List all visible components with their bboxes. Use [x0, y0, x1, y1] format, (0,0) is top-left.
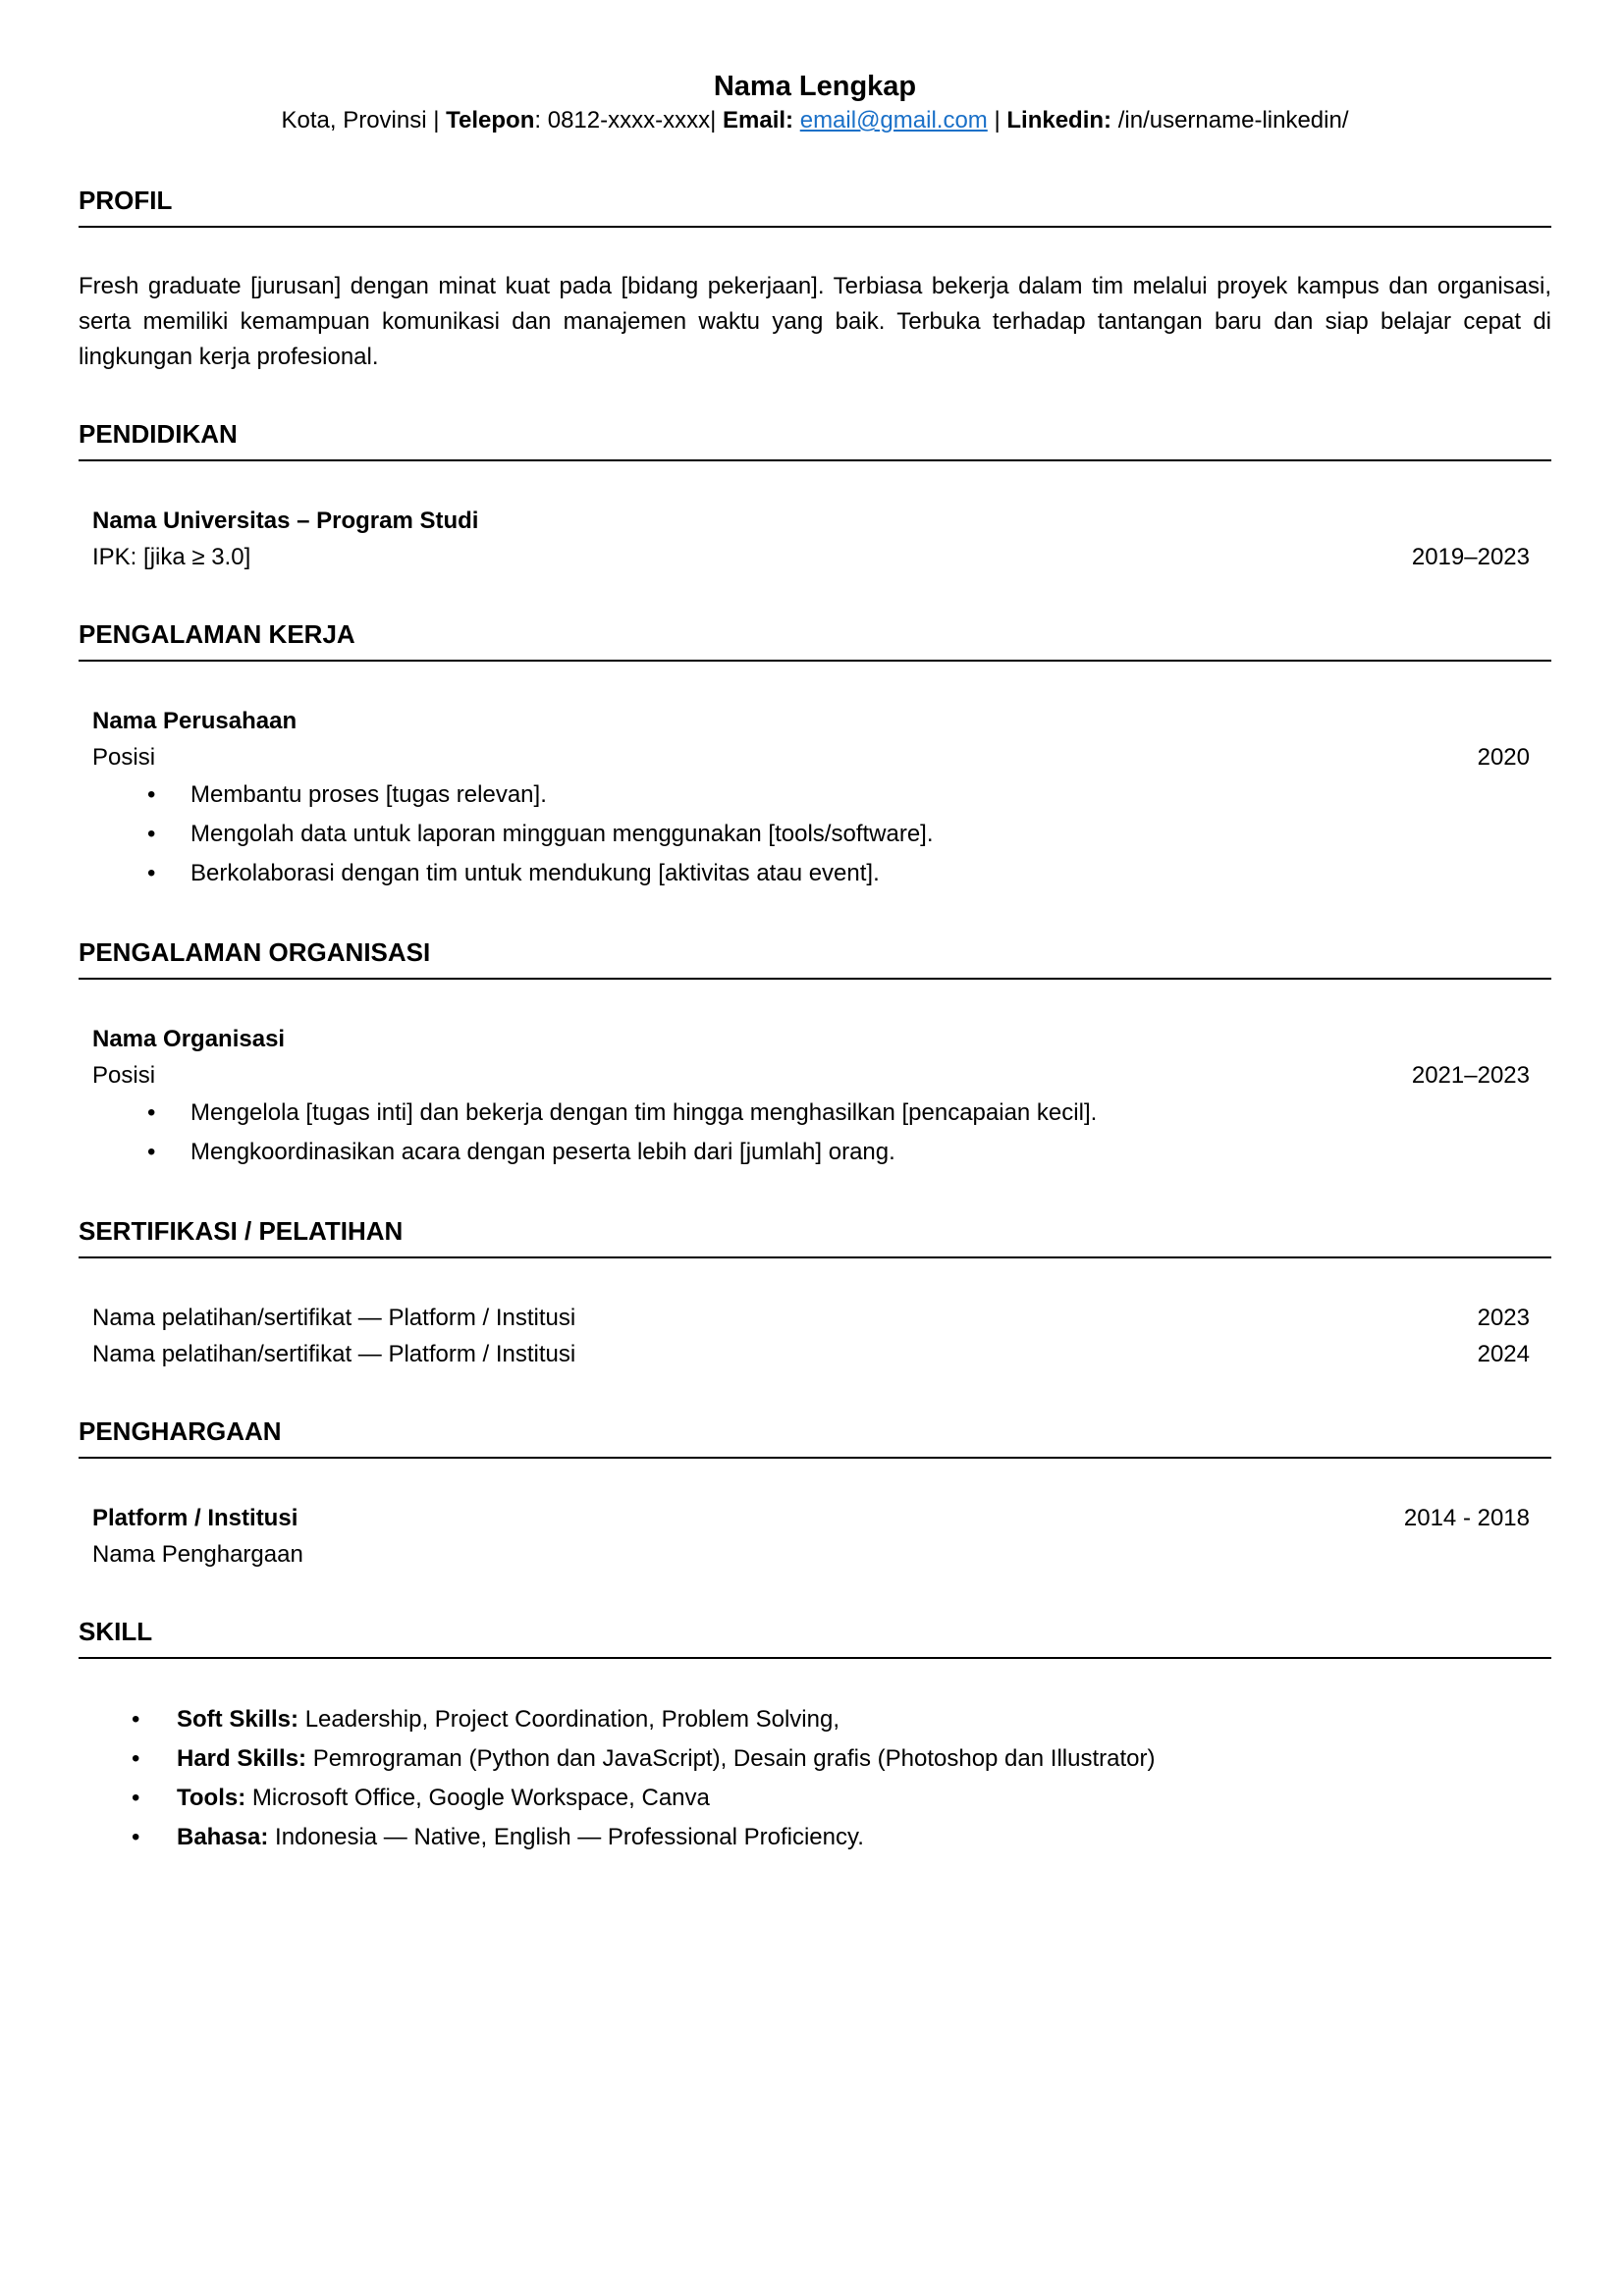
email-link[interactable]: email@gmail.com [799, 107, 988, 133]
skill-label: Hard Skills: [177, 1745, 307, 1772]
work-bullet-item: • Membantu proses [tugas relevan]. [92, 775, 1530, 815]
certification-row [92, 1336, 1530, 1372]
skill-text: Indonesia — Native, English — Professional Proficiency. [268, 1824, 864, 1850]
contact-space [793, 107, 800, 133]
award-platform-row [92, 1500, 1530, 1536]
org-name-row [92, 1021, 1530, 1057]
section-sertifikasi [79, 1215, 1551, 1372]
certification-year: 2023 [1477, 1305, 1530, 1331]
section-pendidikan [79, 418, 1551, 575]
certification-row [92, 1300, 1530, 1336]
education-entry [92, 503, 1530, 539]
section-heading-skill: SKILL [79, 1616, 1551, 1659]
org-bullet-item: • Mengkoordinasikan acara dengan peserta lebih dari [jumlah] orang. [92, 1133, 1530, 1172]
work-dates: 2020 [1477, 744, 1530, 771]
gpa-value: IPK: [jika ≥ 3.0] [92, 544, 251, 570]
award-dates: 2014 - 2018 [1403, 1505, 1530, 1531]
email-label: Email: [723, 107, 794, 133]
section-heading-pendidikan: PENDIDIKAN [79, 418, 1551, 461]
company-name: Nama Perusahaan [92, 708, 298, 734]
section-pengalaman-organisasi [79, 936, 1551, 1172]
work-company-row [92, 703, 1530, 739]
org-position: Posisi [92, 1062, 156, 1089]
award-name: Nama Penghargaan [92, 1541, 303, 1568]
work-bullet-list [92, 775, 1530, 893]
section-heading-profil: PROFIL [79, 185, 1551, 228]
organization-name: Nama Organisasi [92, 1026, 286, 1052]
education-gpa-row [92, 539, 1530, 575]
section-profil [79, 185, 1551, 375]
skill-label: Bahasa: [177, 1824, 269, 1850]
contact-line [79, 104, 1551, 137]
skill-text: Pemrograman (Python dan JavaScript), Desain grafis (Photoshop dan Illustrator) [306, 1745, 1156, 1772]
university-name: Nama Universitas – Program Studi [92, 507, 479, 534]
page-title: Nama Lengkap [713, 71, 917, 102]
skill-text: Leadership, Project Coordination, Problem Solving, [298, 1706, 839, 1733]
skill-bullet-item [92, 1739, 1530, 1779]
contact-separator: | [426, 107, 447, 133]
award-name-row [92, 1536, 1530, 1573]
skill-text: Microsoft Office, Google Workspace, Canva [245, 1785, 710, 1811]
skill-bullet-item [92, 1779, 1530, 1818]
skill-label: Tools: [177, 1785, 246, 1811]
skill-label: Soft Skills: [177, 1706, 299, 1733]
work-position-row [92, 739, 1530, 775]
org-bullet-item: • Mengelola [tugas inti] dan bekerja dengan tim hingga menghasilkan [pencapaian kecil]. [92, 1094, 1530, 1133]
work-bullet-item: • Mengolah data untuk laporan mingguan menggunakan [tools/software]. [92, 815, 1530, 854]
phone-label: Telepon [446, 107, 535, 133]
certification-name: Nama pelatihan/sertifikat — Platform / Institusi [92, 1305, 576, 1331]
org-position-row [92, 1057, 1530, 1094]
skill-bullet-item [92, 1700, 1530, 1739]
section-penghargaan [79, 1415, 1551, 1573]
education-dates: 2019–2023 [1411, 544, 1530, 570]
linkedin-value: /in/username-linkedin/ [1111, 107, 1349, 133]
award-platform: Platform / Institusi [92, 1505, 298, 1531]
org-bullet-list [92, 1094, 1530, 1172]
work-bullet-item: • Berkolaborasi dengan tim untuk mendukung [aktivitas atau event]. [92, 854, 1530, 893]
skill-bullet-list [92, 1700, 1530, 1857]
section-heading-penghargaan: PENGHARGAAN [79, 1415, 1551, 1459]
section-heading-pengalaman-kerja: PENGALAMAN KERJA [79, 618, 1551, 662]
contact-location: Kota, Provinsi [281, 107, 427, 133]
section-pengalaman-kerja [79, 618, 1551, 893]
org-dates: 2021–2023 [1411, 1062, 1530, 1089]
linkedin-label: Linkedin: [1006, 107, 1112, 133]
profil-paragraph: Fresh graduate [jurusan] dengan minat kuat pada [bidang pekerjaan]. Terbiasa bekerja dalam tim melalui proyek kampus dan organisasi, serta memiliki kemampuan komunikasi dan manajemen waktu yang baik. Terbuka terhadap tantangan baru dan siap belajar cepat di lingkungan kerja profesional. [79, 273, 1551, 370]
skill-bullet-item [92, 1818, 1530, 1857]
section-skill [79, 1616, 1551, 1857]
phone-value: : 0812-xxxx-xxxx| [534, 107, 724, 133]
section-heading-pengalaman-organisasi: PENGALAMAN ORGANISASI [79, 936, 1551, 980]
certification-name: Nama pelatihan/sertifikat — Platform / Institusi [92, 1341, 576, 1367]
certification-year: 2024 [1477, 1341, 1530, 1367]
contact-separator: | [987, 107, 1007, 133]
section-heading-sertifikasi: SERTIFIKASI / PELATIHAN [79, 1215, 1551, 1258]
work-position: Posisi [92, 744, 156, 771]
